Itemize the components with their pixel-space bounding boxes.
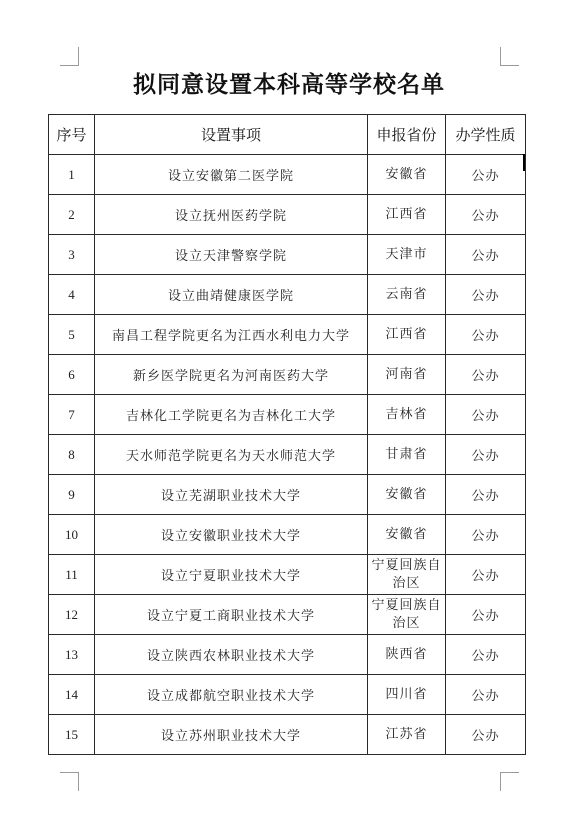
table-row: [49, 675, 526, 715]
row-province: 安徽省: [368, 515, 446, 555]
text-cursor: [523, 154, 525, 171]
row-item: 设立宁夏职业技术大学: [95, 555, 368, 595]
table-header-row: [49, 115, 526, 155]
table-row: [49, 555, 526, 595]
table-row: [49, 715, 526, 755]
row-item: 设立成都航空职业技术大学: [95, 675, 368, 715]
table-row: [49, 635, 526, 675]
row-number: 15: [49, 715, 95, 755]
row-type: 公办: [446, 555, 526, 595]
table-row: [49, 235, 526, 275]
row-type: 公办: [446, 435, 526, 475]
row-province: 安徽省: [368, 155, 446, 195]
table-row: [49, 435, 526, 475]
row-province: 四川省: [368, 675, 446, 715]
table-row: [49, 395, 526, 435]
row-province: 江西省: [368, 315, 446, 355]
row-item: 天水师范学院更名为天水师范大学: [95, 435, 368, 475]
row-item: 设立陕西农林职业技术大学: [95, 635, 368, 675]
table-row: [49, 195, 526, 235]
table-row: [49, 155, 526, 195]
header-index: 序号: [49, 115, 95, 155]
school-list-table: [48, 114, 526, 755]
row-type: 公办: [446, 395, 526, 435]
row-type: 公办: [446, 595, 526, 635]
row-item: 设立安徽职业技术大学: [95, 515, 368, 555]
row-province: 宁夏回族自治区: [368, 595, 446, 635]
row-item: 设立安徽第二医学院: [95, 155, 368, 195]
table-row: [49, 275, 526, 315]
row-number: 5: [49, 315, 95, 355]
table-row: [49, 355, 526, 395]
row-number: 13: [49, 635, 95, 675]
row-type: 公办: [446, 475, 526, 515]
row-item: 南昌工程学院更名为江西水利电力大学: [95, 315, 368, 355]
crop-mark-bottom-left: [60, 772, 79, 791]
row-number: 12: [49, 595, 95, 635]
row-province: 江苏省: [368, 715, 446, 755]
row-province: 天津市: [368, 235, 446, 275]
row-type: 公办: [446, 195, 526, 235]
row-province: 陕西省: [368, 635, 446, 675]
crop-mark-bottom-right: [500, 772, 519, 791]
row-number: 10: [49, 515, 95, 555]
row-type: 公办: [446, 675, 526, 715]
row-province: 吉林省: [368, 395, 446, 435]
header-type: 办学性质: [446, 115, 526, 155]
row-number: 7: [49, 395, 95, 435]
row-item: 设立宁夏工商职业技术大学: [95, 595, 368, 635]
row-item: 设立芜湖职业技术大学: [95, 475, 368, 515]
table-row: [49, 475, 526, 515]
row-type: 公办: [446, 715, 526, 755]
row-number: 1: [49, 155, 95, 195]
row-province: 江西省: [368, 195, 446, 235]
table-row: [49, 515, 526, 555]
row-item: 设立天津警察学院: [95, 235, 368, 275]
row-number: 2: [49, 195, 95, 235]
table-row: [49, 315, 526, 355]
row-type: 公办: [446, 355, 526, 395]
row-item: 设立抚州医药学院: [95, 195, 368, 235]
row-province: 甘肃省: [368, 435, 446, 475]
row-type: 公办: [446, 635, 526, 675]
row-province: 河南省: [368, 355, 446, 395]
row-type: 公办: [446, 155, 526, 195]
row-number: 6: [49, 355, 95, 395]
row-type: 公办: [446, 275, 526, 315]
header-item: 设置事项: [95, 115, 368, 155]
crop-mark-top-right: [500, 47, 519, 66]
row-province: 宁夏回族自治区: [368, 555, 446, 595]
row-province: 云南省: [368, 275, 446, 315]
document-title: 拟同意设置本科高等学校名单: [133, 72, 445, 98]
table-row: [49, 595, 526, 635]
row-item: 新乡医学院更名为河南医药大学: [95, 355, 368, 395]
row-type: 公办: [446, 235, 526, 275]
row-province: 安徽省: [368, 475, 446, 515]
row-number: 4: [49, 275, 95, 315]
row-number: 3: [49, 235, 95, 275]
row-item: 吉林化工学院更名为吉林化工大学: [95, 395, 368, 435]
crop-mark-top-left: [60, 47, 79, 66]
row-number: 9: [49, 475, 95, 515]
row-number: 8: [49, 435, 95, 475]
row-item: 设立苏州职业技术大学: [95, 715, 368, 755]
row-number: 14: [49, 675, 95, 715]
row-type: 公办: [446, 315, 526, 355]
header-province: 申报省份: [368, 115, 446, 155]
row-item: 设立曲靖健康医学院: [95, 275, 368, 315]
row-number: 11: [49, 555, 95, 595]
row-type: 公办: [446, 515, 526, 555]
